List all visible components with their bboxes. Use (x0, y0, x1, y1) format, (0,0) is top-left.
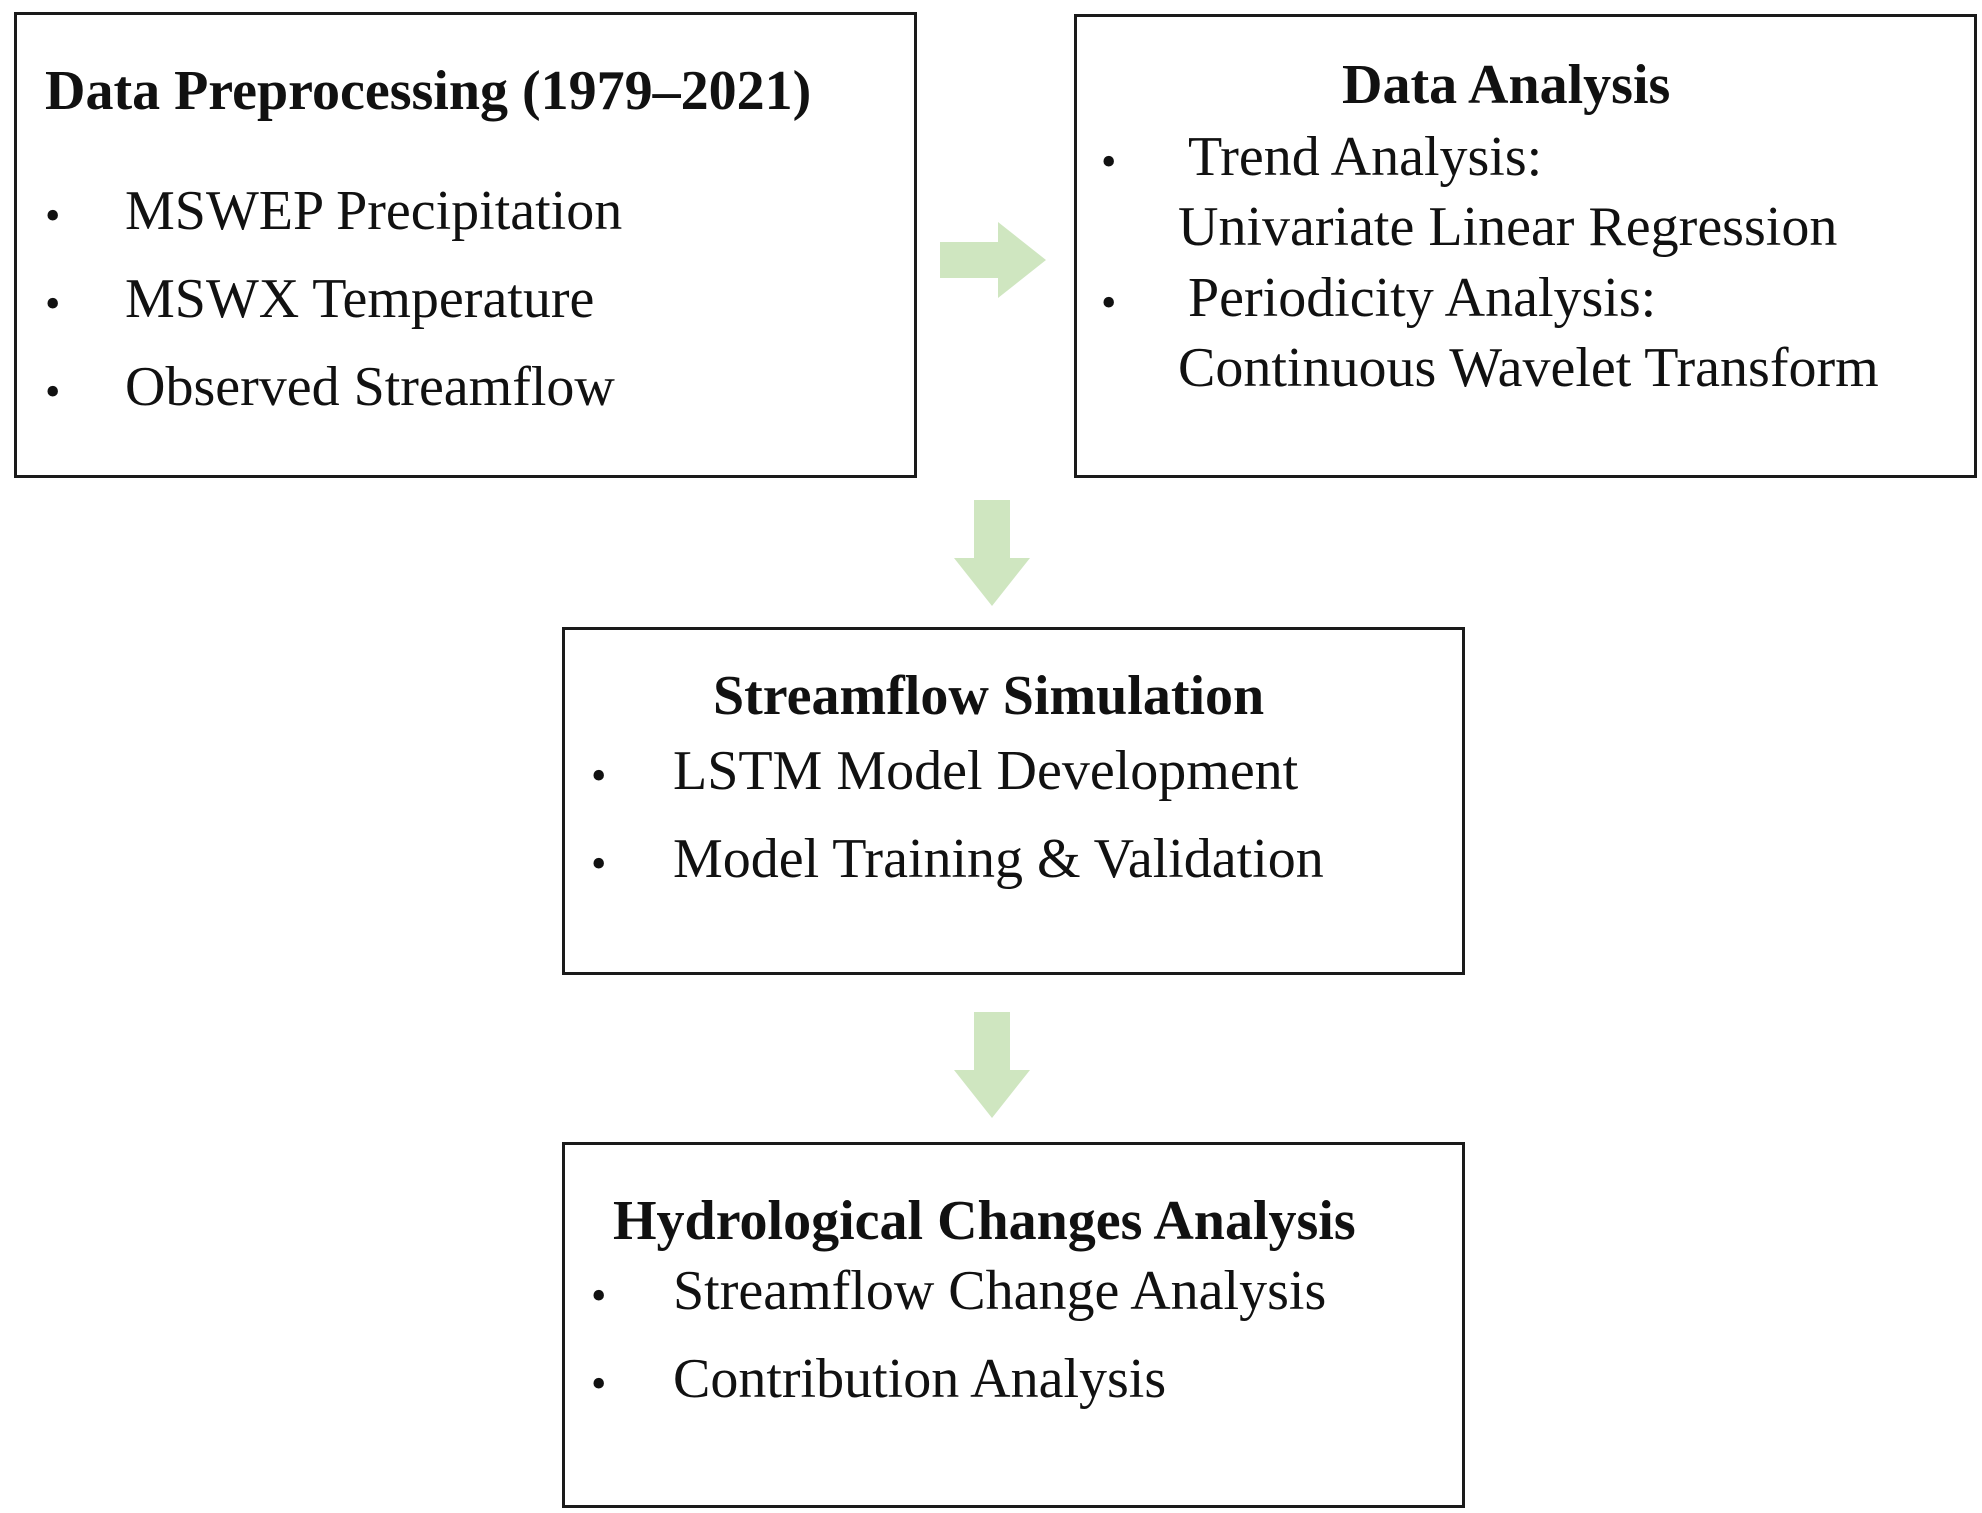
trend-analysis-method: Univariate Linear Regression (1178, 196, 1838, 258)
bullet-icon: • (45, 279, 61, 328)
list-item-mswx-temperature: MSWX Temperature (125, 268, 595, 330)
bullet-icon: • (45, 191, 61, 240)
streamflow-simulation-box (562, 627, 1465, 975)
streamflow-simulation-title: Streamflow Simulation (713, 665, 1265, 727)
data-analysis-title: Data Analysis (1342, 54, 1671, 116)
bullet-icon: • (591, 751, 607, 800)
list-item-model-training-validation: Model Training & Validation (673, 828, 1324, 890)
arrow-down-icon (954, 1012, 1030, 1118)
periodicity-analysis-label: Periodicity Analysis: (1188, 267, 1657, 329)
hydrological-changes-box (562, 1142, 1465, 1508)
list-item-observed-streamflow: Observed Streamflow (125, 356, 615, 418)
bullet-icon: • (45, 367, 61, 416)
list-item-contribution-analysis: Contribution Analysis (673, 1348, 1167, 1410)
arrow-down-shape (954, 500, 1030, 606)
arrow-down-shape (954, 1012, 1030, 1118)
bullet-icon: • (591, 1359, 607, 1408)
trend-analysis-label: Trend Analysis: (1188, 126, 1543, 188)
arrow-right-icon (940, 222, 1046, 298)
bullet-icon: • (1101, 278, 1117, 327)
list-item-mswep-precipitation: MSWEP Precipitation (125, 180, 623, 242)
arrow-down-icon (954, 500, 1030, 606)
bullet-icon: • (591, 1271, 607, 1320)
bullet-icon: • (1101, 137, 1117, 186)
list-item-streamflow-change-analysis: Streamflow Change Analysis (673, 1260, 1327, 1322)
data-preprocessing-box (14, 12, 917, 478)
periodicity-analysis-method: Continuous Wavelet Transform (1178, 337, 1879, 399)
data-preprocessing-title: Data Preprocessing (1979–2021) (45, 60, 812, 122)
arrow-right-shape (940, 222, 1046, 298)
data-analysis-box (1074, 14, 1977, 478)
bullet-icon: • (591, 839, 607, 888)
list-item-lstm-model-development: LSTM Model Development (673, 740, 1299, 802)
hydrological-changes-title: Hydrological Changes Analysis (613, 1190, 1356, 1252)
